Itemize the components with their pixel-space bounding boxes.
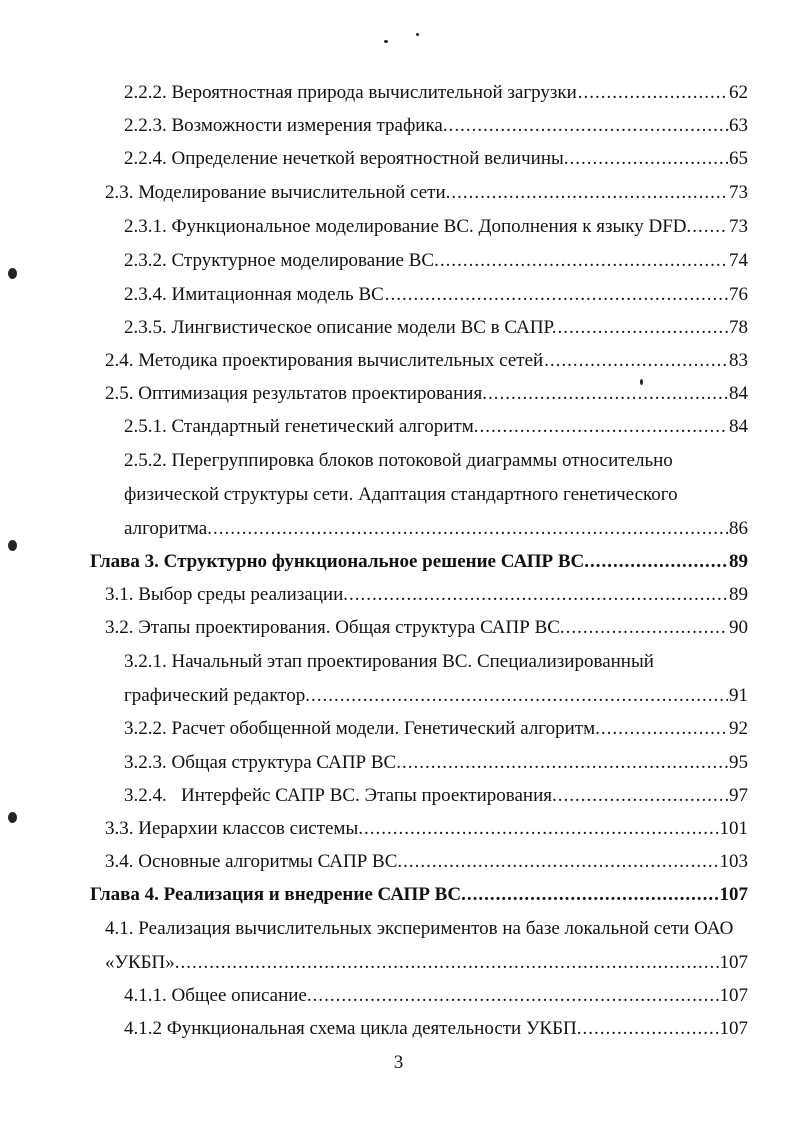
toc-entry-page: 91 bbox=[729, 685, 748, 706]
toc-entry[interactable] bbox=[124, 244, 748, 277]
toc-entry-title: алгоритма. bbox=[124, 518, 212, 539]
toc-entry-page: 73 bbox=[729, 216, 748, 237]
toc-entry-title-line[interactable]: 3.2.1. Начальный этап проектирования ВС. Специализированный bbox=[124, 651, 654, 672]
toc-entry-page: 107 bbox=[719, 952, 748, 973]
toc-chapter[interactable] bbox=[90, 878, 748, 911]
toc-entry[interactable] bbox=[124, 142, 748, 175]
toc-entry-title: Глава 4. Реализация и внедрение САПР ВС. bbox=[90, 884, 466, 905]
toc-entry-title: 2.2.2. Вероятностная природа вычислительной загрузки bbox=[124, 82, 577, 103]
toc-entry-title: 2.3.5. Лингвистическое описание модели ВС в САПР. bbox=[124, 317, 557, 338]
toc-entry-page: 97 bbox=[729, 785, 748, 806]
toc-entry[interactable] bbox=[124, 746, 748, 779]
toc-entry-title: 3.1. Выбор среды реализации. bbox=[105, 584, 349, 605]
dot-leader bbox=[479, 410, 728, 443]
toc-entry[interactable] bbox=[124, 1012, 748, 1045]
dot-leader bbox=[566, 611, 728, 644]
toc-entry[interactable] bbox=[105, 946, 748, 979]
toc-entry-title: «УКБП». bbox=[105, 952, 180, 973]
toc-entry[interactable] bbox=[105, 377, 748, 410]
toc-entry[interactable] bbox=[124, 311, 748, 344]
toc-entry-title: 2.2.3. Возможности измерения трафика. bbox=[124, 115, 448, 136]
toc-entry-page: 107 bbox=[719, 985, 748, 1006]
dot-leader bbox=[313, 979, 719, 1012]
toc-entry[interactable] bbox=[105, 845, 748, 878]
toc-entry-title: графический редактор. bbox=[124, 685, 310, 706]
toc-entry-page: 103 bbox=[719, 851, 748, 872]
toc-entry[interactable] bbox=[124, 410, 748, 443]
toc-entry-page: 73 bbox=[729, 182, 748, 203]
toc-entry-title: 2.3. Моделирование вычислительной сети. bbox=[105, 182, 451, 203]
toc-entry[interactable] bbox=[124, 679, 748, 712]
toc-entry-page: 95 bbox=[729, 752, 748, 773]
toc-entry-title: 3.2.3. Общая структура САПР ВС. bbox=[124, 752, 401, 773]
dot-leader bbox=[578, 76, 728, 109]
dot-leader bbox=[449, 109, 728, 142]
toc-entry[interactable] bbox=[124, 979, 748, 1012]
toc-chapter[interactable] bbox=[90, 545, 748, 578]
toc-entry-title: 2.3.1. Функциональное моделирование ВС. Дополнения к языку DFD. bbox=[124, 216, 692, 237]
scan-speck bbox=[8, 812, 17, 823]
toc-entry-page: 86 bbox=[729, 518, 748, 539]
toc-entry[interactable] bbox=[105, 176, 748, 209]
toc-entry-page: 84 bbox=[729, 416, 748, 437]
toc-entry[interactable] bbox=[124, 109, 748, 142]
dot-leader bbox=[692, 210, 728, 243]
toc-entry[interactable] bbox=[124, 512, 748, 545]
toc-entry[interactable] bbox=[105, 611, 748, 644]
toc-entry-page: 89 bbox=[729, 584, 748, 605]
toc-entry-title: 2.5. Оптимизация результатов проектирования. bbox=[105, 383, 487, 404]
dot-leader bbox=[213, 512, 728, 545]
toc-entry[interactable] bbox=[105, 578, 748, 611]
dot-leader bbox=[467, 878, 719, 911]
toc-entry-title-line[interactable]: 4.1. Реализация вычислительных экспериментов на базе локальной сети ОАО bbox=[105, 918, 734, 939]
toc-entry-page: 65 bbox=[729, 148, 748, 169]
toc-entry-page: 74 bbox=[729, 250, 748, 271]
toc-entry-page: 63 bbox=[729, 115, 748, 136]
toc-entry[interactable] bbox=[105, 344, 748, 377]
scan-speck bbox=[8, 268, 17, 279]
toc-entry-page: 107 bbox=[719, 1018, 748, 1039]
toc-entry[interactable] bbox=[124, 278, 748, 311]
dot-leader bbox=[181, 946, 719, 979]
dot-leader bbox=[311, 679, 728, 712]
scan-speck bbox=[384, 40, 388, 43]
dot-leader bbox=[403, 845, 718, 878]
toc-entry[interactable] bbox=[124, 210, 748, 243]
dot-leader bbox=[590, 545, 728, 578]
toc-entry[interactable] bbox=[124, 712, 748, 745]
dot-leader bbox=[544, 344, 728, 377]
toc-entry-title: 2.4. Методика проектирования вычислительных сетей bbox=[105, 350, 544, 371]
toc-entry-title: 3.4. Основные алгоритмы САПР ВС. bbox=[105, 851, 403, 872]
dot-leader bbox=[488, 377, 728, 410]
toc-entry-title: 2.5.1. Стандартный генетический алгоритм. bbox=[124, 416, 479, 437]
toc-entry-title: 3.2. Этапы проектирования. Общая структура САПР ВС. bbox=[105, 617, 565, 638]
toc-entry-page: 107 bbox=[719, 884, 748, 905]
toc-entry[interactable] bbox=[105, 812, 748, 845]
dot-leader bbox=[451, 176, 728, 209]
scan-speck bbox=[416, 33, 419, 36]
toc-entry-title-line[interactable]: 2.5.2. Перегруппировка блоков потоковой диаграммы относительно bbox=[124, 450, 673, 471]
scan-speck bbox=[8, 540, 17, 551]
toc-entry-title-line[interactable]: физической структуры сети. Адаптация стандартного генетического bbox=[124, 484, 678, 505]
dot-leader bbox=[558, 311, 729, 344]
toc-entry-title: 4.1.1. Общее описание. bbox=[124, 985, 312, 1006]
toc-entry-page: 78 bbox=[729, 317, 748, 338]
toc-entry-page: 92 bbox=[729, 718, 748, 739]
toc-entry-title: 2.3.2. Структурное моделирование ВС. bbox=[124, 250, 439, 271]
toc-entry-title: Глава 3. Структурно функциональное решение САПР ВС. bbox=[90, 551, 590, 572]
toc-entry-title: 3.2.2. Расчет обобщенной модели. Генетический алгоритм. bbox=[124, 718, 600, 739]
toc-entry-page: 90 bbox=[729, 617, 748, 638]
dot-leader bbox=[601, 712, 728, 745]
toc-entry-page: 84 bbox=[729, 383, 748, 404]
dot-leader bbox=[558, 779, 728, 812]
toc-entry-title: 3.2.4. Интерфейс САПР ВС. Этапы проектирования. bbox=[124, 785, 557, 806]
toc-entry-title: 2.3.4. Имитационная модель ВС bbox=[124, 284, 384, 305]
dot-leader bbox=[385, 278, 728, 311]
toc-entry-page: 76 bbox=[729, 284, 748, 305]
toc-entry[interactable] bbox=[124, 76, 748, 109]
toc-entry-title: 3.3. Иерархии классов системы. bbox=[105, 818, 363, 839]
toc-entry[interactable] bbox=[124, 779, 748, 812]
dot-leader bbox=[349, 578, 728, 611]
dot-leader bbox=[402, 746, 728, 779]
dot-leader bbox=[364, 812, 719, 845]
dot-leader bbox=[570, 142, 729, 175]
toc-entry-page: 83 bbox=[729, 350, 748, 371]
dot-leader bbox=[440, 244, 728, 277]
toc-entry-title: 2.2.4. Определение нечеткой вероятностной величины. bbox=[124, 148, 569, 169]
page-number: 3 bbox=[393, 1052, 404, 1073]
toc-entry-page: 101 bbox=[719, 818, 748, 839]
toc-entry-page: 89 bbox=[729, 551, 748, 572]
toc-entry-title: 4.1.2 Функциональная схема цикла деятельности УКБП. bbox=[124, 1018, 582, 1039]
toc-entry-page: 62 bbox=[729, 82, 748, 103]
dot-leader bbox=[582, 1012, 718, 1045]
